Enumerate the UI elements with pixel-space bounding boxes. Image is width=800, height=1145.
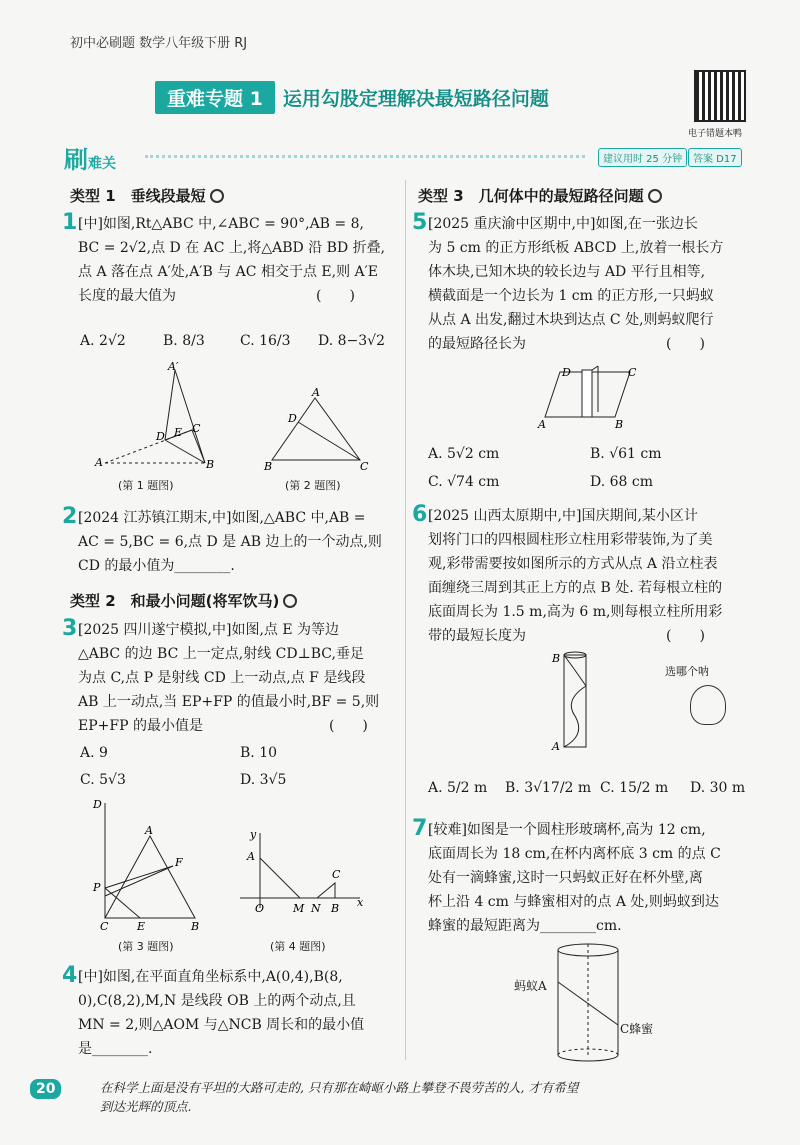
question-5	[412, 212, 752, 356]
option[interactable]: B. √61 cm	[590, 446, 662, 462]
option[interactable]: C. 15/2 m	[600, 780, 669, 796]
target-icon	[648, 189, 662, 203]
time-tag: 建议用时 25 分钟	[598, 148, 687, 167]
q4-line: [中]如图,在平面直角坐标系中,A(0,4),B(8,	[78, 969, 343, 985]
q4-line: 是________.	[78, 1041, 153, 1057]
q6-line: 划将门口的四根圆柱形立柱用彩带装饰,为了美	[428, 532, 713, 548]
option[interactable]: A. 9	[80, 745, 108, 761]
option[interactable]: A. 5√2 cm	[428, 446, 500, 462]
figure-1	[94, 360, 214, 470]
option[interactable]: B. 3√17/2 m	[505, 780, 592, 796]
question-number: 6	[412, 502, 428, 527]
figure-6	[550, 650, 600, 755]
option[interactable]: C. √74 cm	[428, 474, 500, 490]
qr-label: 电子错题本鸭	[688, 129, 743, 139]
figure-5	[530, 362, 650, 432]
q3-line: AB 上一动点,当 EP+FP 的值最小时,BF = 5,则	[78, 694, 380, 710]
svg-text:B: B	[191, 920, 200, 933]
q3-q4-figures	[85, 798, 385, 933]
q1-line: BC = 2√2,点 D 在 AC 上,将△ABD 沿 BD 折叠,	[78, 240, 386, 256]
q2-line: AC = 5,BC = 6,点 D 是 AB 边上的一个动点,则	[78, 534, 382, 550]
motto-line: 在科学上面是没有平坦的大路可走的, 只有那在崎岖小路上攀登不畏劳苦的人, 才有希望	[100, 1080, 579, 1095]
target-icon	[210, 189, 224, 203]
q7-line: 蜂蜜的最短距离为________cm.	[428, 918, 622, 934]
option[interactable]: B. 10	[240, 745, 278, 761]
figure-caption: (第 3 题图)	[118, 940, 174, 953]
figure-2	[263, 386, 369, 470]
figure-4	[240, 828, 364, 915]
cartoon-figure	[690, 685, 726, 725]
question-number: 4	[62, 963, 78, 988]
svg-text:C: C	[332, 868, 341, 881]
svg-text:A: A	[95, 456, 103, 469]
q7-line: 杯上沿 4 cm 与蜂蜜相对的点 A 处,则蚂蚁到达	[428, 894, 719, 910]
option[interactable]: C. 16/3	[240, 333, 291, 349]
type2-heading: 类型 2 和最小问题(将军饮马)	[70, 590, 297, 611]
q7-line: 底面周长为 18 cm,在杯内离杯底 3 cm 的点 C	[428, 846, 721, 862]
svg-text:B: B	[552, 652, 561, 665]
question-2	[62, 506, 397, 578]
type1-heading: 类型 1 垂线段最短	[70, 185, 224, 206]
q4-line: MN = 2,则△AOM 与△NCB 周长和的最小值	[78, 1017, 365, 1033]
honey-label: C蜂蜜	[620, 1022, 654, 1036]
svg-text:B: B	[615, 418, 624, 431]
book-header: 初中必刷题 数学八年级下册 RJ	[70, 36, 248, 51]
svg-text:B: B	[206, 458, 215, 470]
q2-line: CD 的最小值为________.	[78, 558, 235, 574]
q3-line: 为点 C,点 P 是射线 CD 上一动点,点 F 是线段	[78, 670, 366, 686]
svg-text:D: D	[288, 412, 297, 425]
q6-line: 观,彩带需要按如图所示的方式从点 A 沿立柱表	[428, 556, 718, 572]
svg-text:A: A	[538, 418, 546, 431]
figure-3	[92, 798, 199, 933]
svg-text:B: B	[264, 460, 273, 470]
q3-line: △ABC 的边 BC 上一定点,射线 CD⊥BC,垂足	[78, 646, 364, 662]
q6-line: 底面周长为 1.5 m,高为 6 m,则每根立柱所用彩	[428, 604, 723, 620]
question-number: 7	[412, 816, 428, 841]
divider	[145, 155, 585, 158]
ant-label: 蚂蚁A	[514, 979, 547, 993]
q5-line: 体木块,已知木块的较长边与 AD 平行且相等,	[428, 264, 706, 280]
column-divider	[405, 180, 406, 1060]
svg-text:A: A	[145, 824, 153, 837]
svg-text:D: D	[562, 366, 571, 379]
answer-tag: 答案 D17	[688, 148, 742, 167]
question-1	[62, 212, 397, 308]
q7-line: 处有一滴蜂蜜,这时一只蚂蚁正好在杯外壁,离	[428, 870, 703, 886]
svg-text:P: P	[93, 881, 101, 894]
svg-text:C: C	[100, 920, 109, 933]
q5-line: 为 5 cm 的正方形纸板 ABCD 上,放着一根长方	[428, 240, 724, 256]
q5-line: 横截面是一个边长为 1 cm 的正方形,一只蚂蚁	[428, 288, 714, 304]
svg-text:y: y	[250, 828, 257, 841]
topic-tag: 重难专题 1	[155, 81, 275, 114]
q6-line: [2025 山西太原期中,中]国庆期间,某小区计	[428, 508, 698, 524]
q6-line: 带的最短长度为 ( )	[428, 628, 705, 644]
q2-line: [2024 江苏镇江期末,中]如图,△ABC 中,AB =	[78, 510, 366, 526]
option[interactable]: C. 5√3	[80, 772, 126, 788]
q6-line: 面缠绕三周到其正上方的点 B 处. 若每根立柱的	[428, 580, 723, 596]
q7-line: [较难]如图是一个圆柱形玻璃杯,高为 12 cm,	[428, 822, 706, 838]
question-number: 1	[62, 210, 78, 235]
option[interactable]: A. 5/2 m	[428, 780, 488, 796]
section-label: 刷难关	[64, 146, 116, 174]
question-7	[412, 818, 752, 938]
svg-text:A: A	[312, 386, 320, 399]
option[interactable]: D. 3√5	[240, 772, 287, 788]
target-icon	[283, 594, 297, 608]
motto	[100, 1078, 578, 1116]
question-6	[412, 504, 752, 648]
svg-text:D: D	[156, 430, 165, 443]
svg-text:E: E	[137, 920, 146, 933]
q1-line: 长度的最大值为 ( )	[78, 288, 355, 304]
q4-line: 0),C(8,2),M,N 是线段 OB 上的两个动点,且	[78, 993, 356, 1009]
topic-title	[155, 80, 549, 114]
svg-text:C: C	[192, 422, 201, 435]
q1-q2-figures	[90, 360, 390, 470]
svg-text:C: C	[628, 366, 637, 379]
figure-caption: (第 1 题图)	[118, 479, 174, 492]
page-number: 20	[30, 1078, 61, 1099]
q5-line: 的最短路径长为 ( )	[428, 336, 705, 352]
option[interactable]: D. 8−3√2	[318, 333, 385, 349]
svg-text:D: D	[93, 798, 102, 811]
q1-line: [中]如图,Rt△ABC 中,∠ABC = 90°,AB = 8,	[78, 216, 364, 232]
question-number: 3	[62, 616, 78, 641]
figure-caption: (第 4 题图)	[270, 940, 326, 953]
question-4	[62, 965, 397, 1061]
svg-text:x: x	[357, 896, 364, 909]
svg-text:B: B	[331, 902, 340, 915]
motto-line: 到达光辉的顶点.	[100, 1099, 192, 1114]
figure-7	[550, 940, 630, 1070]
type3-heading: 类型 3 几何体中的最短路径问题	[418, 185, 662, 206]
option[interactable]: B. 8/3	[163, 333, 205, 349]
svg-text:O: O	[255, 902, 265, 915]
svg-text:A′: A′	[168, 360, 179, 373]
option[interactable]: D. 68 cm	[590, 474, 654, 490]
q5-line: 从点 A 出发,翻过木块到达点 C 处,则蚂蚁爬行	[428, 312, 714, 328]
option[interactable]: D. 30 m	[690, 780, 746, 796]
q3-line: [2025 四川遂宁模拟,中]如图,点 E 为等边	[78, 622, 340, 638]
question-number: 5	[412, 210, 428, 235]
q5-line: [2025 重庆渝中区期中,中]如图,在一张边长	[428, 216, 698, 232]
q3-line: EP+FP 的最小值是 ( )	[78, 718, 368, 734]
svg-text:N: N	[311, 902, 321, 915]
svg-text:E: E	[174, 426, 183, 439]
figure-caption: (第 2 题图)	[285, 479, 341, 492]
option[interactable]: A. 2√2	[80, 333, 126, 349]
q1-line: 点 A 落在点 A′处,A′B 与 AC 相交于点 E,则 A′E	[78, 264, 379, 280]
svg-text:M: M	[293, 902, 305, 915]
sticker-text: 选哪个呐	[665, 665, 709, 678]
svg-text:F: F	[175, 856, 183, 869]
question-number: 2	[62, 504, 78, 529]
qr-code[interactable]	[694, 70, 746, 122]
svg-text:A: A	[247, 850, 255, 863]
svg-text:A: A	[552, 740, 560, 753]
question-3	[62, 618, 397, 738]
topic-main-title: 运用勾股定理解决最短路径问题	[282, 87, 549, 110]
svg-text:C: C	[360, 460, 369, 470]
